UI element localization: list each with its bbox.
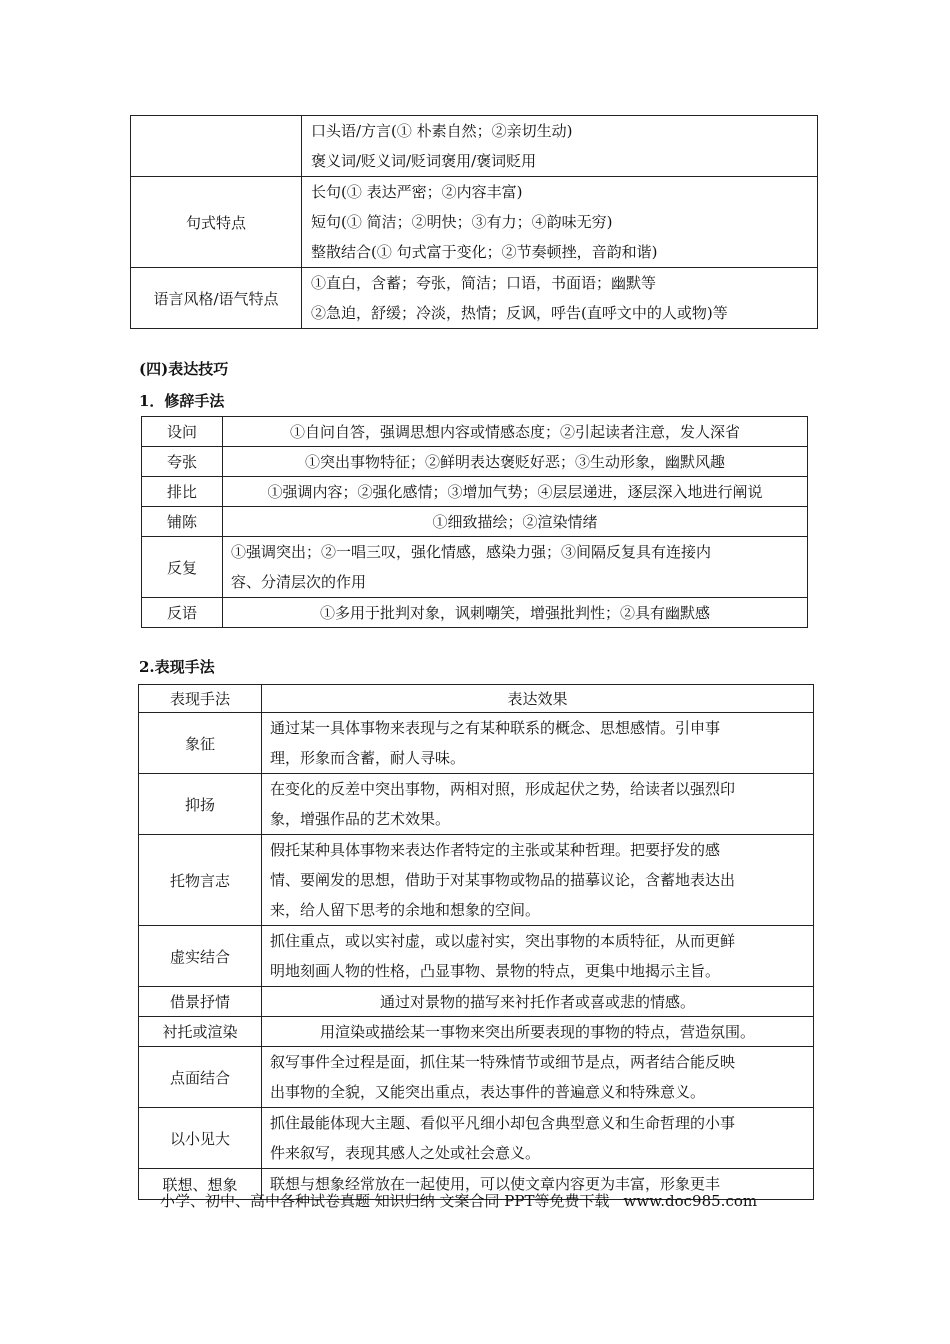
table-row — [142, 507, 808, 537]
row-content: ①多用于批判对象，讽刺嘲笑，增强批判性；②具有幽默感 — [223, 598, 808, 628]
row-label: 句式特点 — [131, 177, 302, 268]
content-line: 假托某种具体事物来表达作者特定的主张或某种哲理。把要抒发的感 — [270, 841, 721, 859]
table-row — [139, 987, 814, 1017]
content-line: ①强调突出；②一唱三叹，强化情感，感染力强；③间隔反复具有连接内 — [231, 543, 712, 561]
row-content — [262, 926, 814, 987]
section-heading: (四)表达技巧 — [139, 360, 229, 378]
row-content: ①强调内容；②强化感情；③增加气势；④层层递进，逐层深入地进行阐说 — [223, 477, 808, 507]
row-label: 设问 — [142, 417, 223, 447]
content-line: 口头语/方言(① 朴素自然；②亲切生动) — [311, 122, 573, 140]
header-cell: 表达效果 — [262, 685, 814, 713]
content-line: 情、要阐发的思想，借助于对某事物或物品的描摹议论，含蓄地表达出 — [270, 871, 736, 889]
row-content: 用渲染或描绘某一事物来突出所要表现的事物的特点，营造氛围。 — [262, 1017, 814, 1047]
content-line: 在变化的反差中突出事物，两相对照，形成起伏之势，给读者以强烈印 — [270, 780, 736, 798]
table-row — [139, 774, 814, 835]
content-line: 明地刻画人物的性格，凸显事物、景物的特点，更集中地揭示主旨。 — [270, 962, 721, 980]
table-row — [131, 116, 818, 177]
expression-techniques-table — [138, 684, 814, 1200]
row-content: 通过对景物的描写来衬托作者或喜或悲的情感。 — [262, 987, 814, 1017]
row-content — [302, 116, 818, 177]
row-label — [131, 116, 302, 177]
content-line: 褒义词/贬义词/贬词褒用/褒词贬用 — [311, 152, 537, 170]
row-label: 虚实结合 — [139, 926, 262, 987]
language-features-table — [130, 115, 818, 329]
row-label: 抑扬 — [139, 774, 262, 835]
table-row — [139, 1108, 814, 1169]
row-label: 排比 — [142, 477, 223, 507]
row-label: 反复 — [142, 537, 223, 598]
row-content: ①自问自答，强调思想内容或情感态度；②引起读者注意，发人深省 — [223, 417, 808, 447]
row-content — [262, 774, 814, 835]
row-content — [223, 537, 808, 598]
footer-text: 小学、初中、高中各种试卷真题 知识归纳 文案合同 PPT等免费下载 — [160, 1192, 610, 1210]
row-content: ①细致描绘；②渲染情绪 — [223, 507, 808, 537]
table-row — [142, 447, 808, 477]
row-label: 点面结合 — [139, 1047, 262, 1108]
content-line: 通过某一具体事物来表现与之有某种联系的概念、思想感情。引申事 — [270, 719, 721, 737]
row-label: 托物言志 — [139, 835, 262, 926]
content-line: ②急迫，舒缓；冷淡，热情；反讽，呼告(直呼文中的人或物)等 — [311, 304, 728, 322]
content-line: 理，形象而含蓄，耐人寻味。 — [270, 749, 466, 767]
content-line: 叙写事件全过程是面，抓住某一特殊情节或细节是点，两者结合能反映 — [270, 1053, 736, 1071]
content-line: 象，增强作品的艺术效果。 — [270, 810, 451, 828]
row-label: 反语 — [142, 598, 223, 628]
table-row — [142, 477, 808, 507]
row-label: 语言风格/语气特点 — [131, 268, 302, 329]
table-row — [139, 713, 814, 774]
content-line: 抓住最能体现大主题、看似平凡细小却包含典型意义和生命哲理的小事 — [270, 1114, 736, 1132]
section-heading: 1．修辞手法 — [139, 392, 225, 410]
table-row — [139, 926, 814, 987]
row-label: 联想、想象 — [139, 1169, 262, 1200]
table-row — [142, 598, 808, 628]
table-row — [142, 417, 808, 447]
row-label: 铺陈 — [142, 507, 223, 537]
content-line: 整散结合(① 句式富于变化；②节奏顿挫，音韵和谐) — [311, 243, 658, 261]
content-line: 联想与想象经常放在一起使用，可以使文章内容更为丰富，形象更丰 — [270, 1175, 721, 1193]
content-line: 件来叙写，表现其感人之处或社会意义。 — [270, 1144, 541, 1162]
table-row — [139, 1017, 814, 1047]
table-row — [139, 1047, 814, 1108]
section-heading: 2.表现手法 — [139, 658, 215, 676]
page-footer — [160, 1190, 757, 1211]
table-row — [139, 835, 814, 926]
row-label: 衬托或渲染 — [139, 1017, 262, 1047]
row-content — [262, 713, 814, 774]
row-label: 象征 — [139, 713, 262, 774]
row-content — [302, 177, 818, 268]
header-cell: 表现手法 — [139, 685, 262, 713]
table-row — [131, 268, 818, 329]
table-row — [131, 177, 818, 268]
row-content — [262, 1108, 814, 1169]
rhetoric-table — [141, 416, 808, 628]
row-content — [302, 268, 818, 329]
table-header-row — [139, 685, 814, 713]
content-line: 抓住重点，或以实衬虚，或以虚衬实，突出事物的本质特征，从而更鲜 — [270, 932, 736, 950]
row-label: 夸张 — [142, 447, 223, 477]
content-line: 短句(① 简洁；②明快；③有力；④韵味无穷) — [311, 213, 613, 231]
content-line: 来，给人留下思考的余地和想象的空间。 — [270, 901, 541, 919]
row-content: ①突出事物特征；②鲜明表达褒贬好恶；③生动形象，幽默风趣 — [223, 447, 808, 477]
content-line: 容、分清层次的作用 — [231, 573, 367, 591]
row-content — [262, 835, 814, 926]
footer-site: www.doc985.com — [623, 1192, 758, 1210]
row-label: 借景抒情 — [139, 987, 262, 1017]
row-content — [262, 1047, 814, 1108]
content-line: ①直白，含蓄；夸张，简洁；口语，书面语；幽默等 — [311, 274, 657, 292]
table-row — [142, 537, 808, 598]
content-line: 出事物的全貌，又能突出重点，表达事件的普遍意义和特殊意义。 — [270, 1083, 706, 1101]
row-label: 以小见大 — [139, 1108, 262, 1169]
content-line: 长句(① 表达严密；②内容丰富) — [311, 183, 523, 201]
